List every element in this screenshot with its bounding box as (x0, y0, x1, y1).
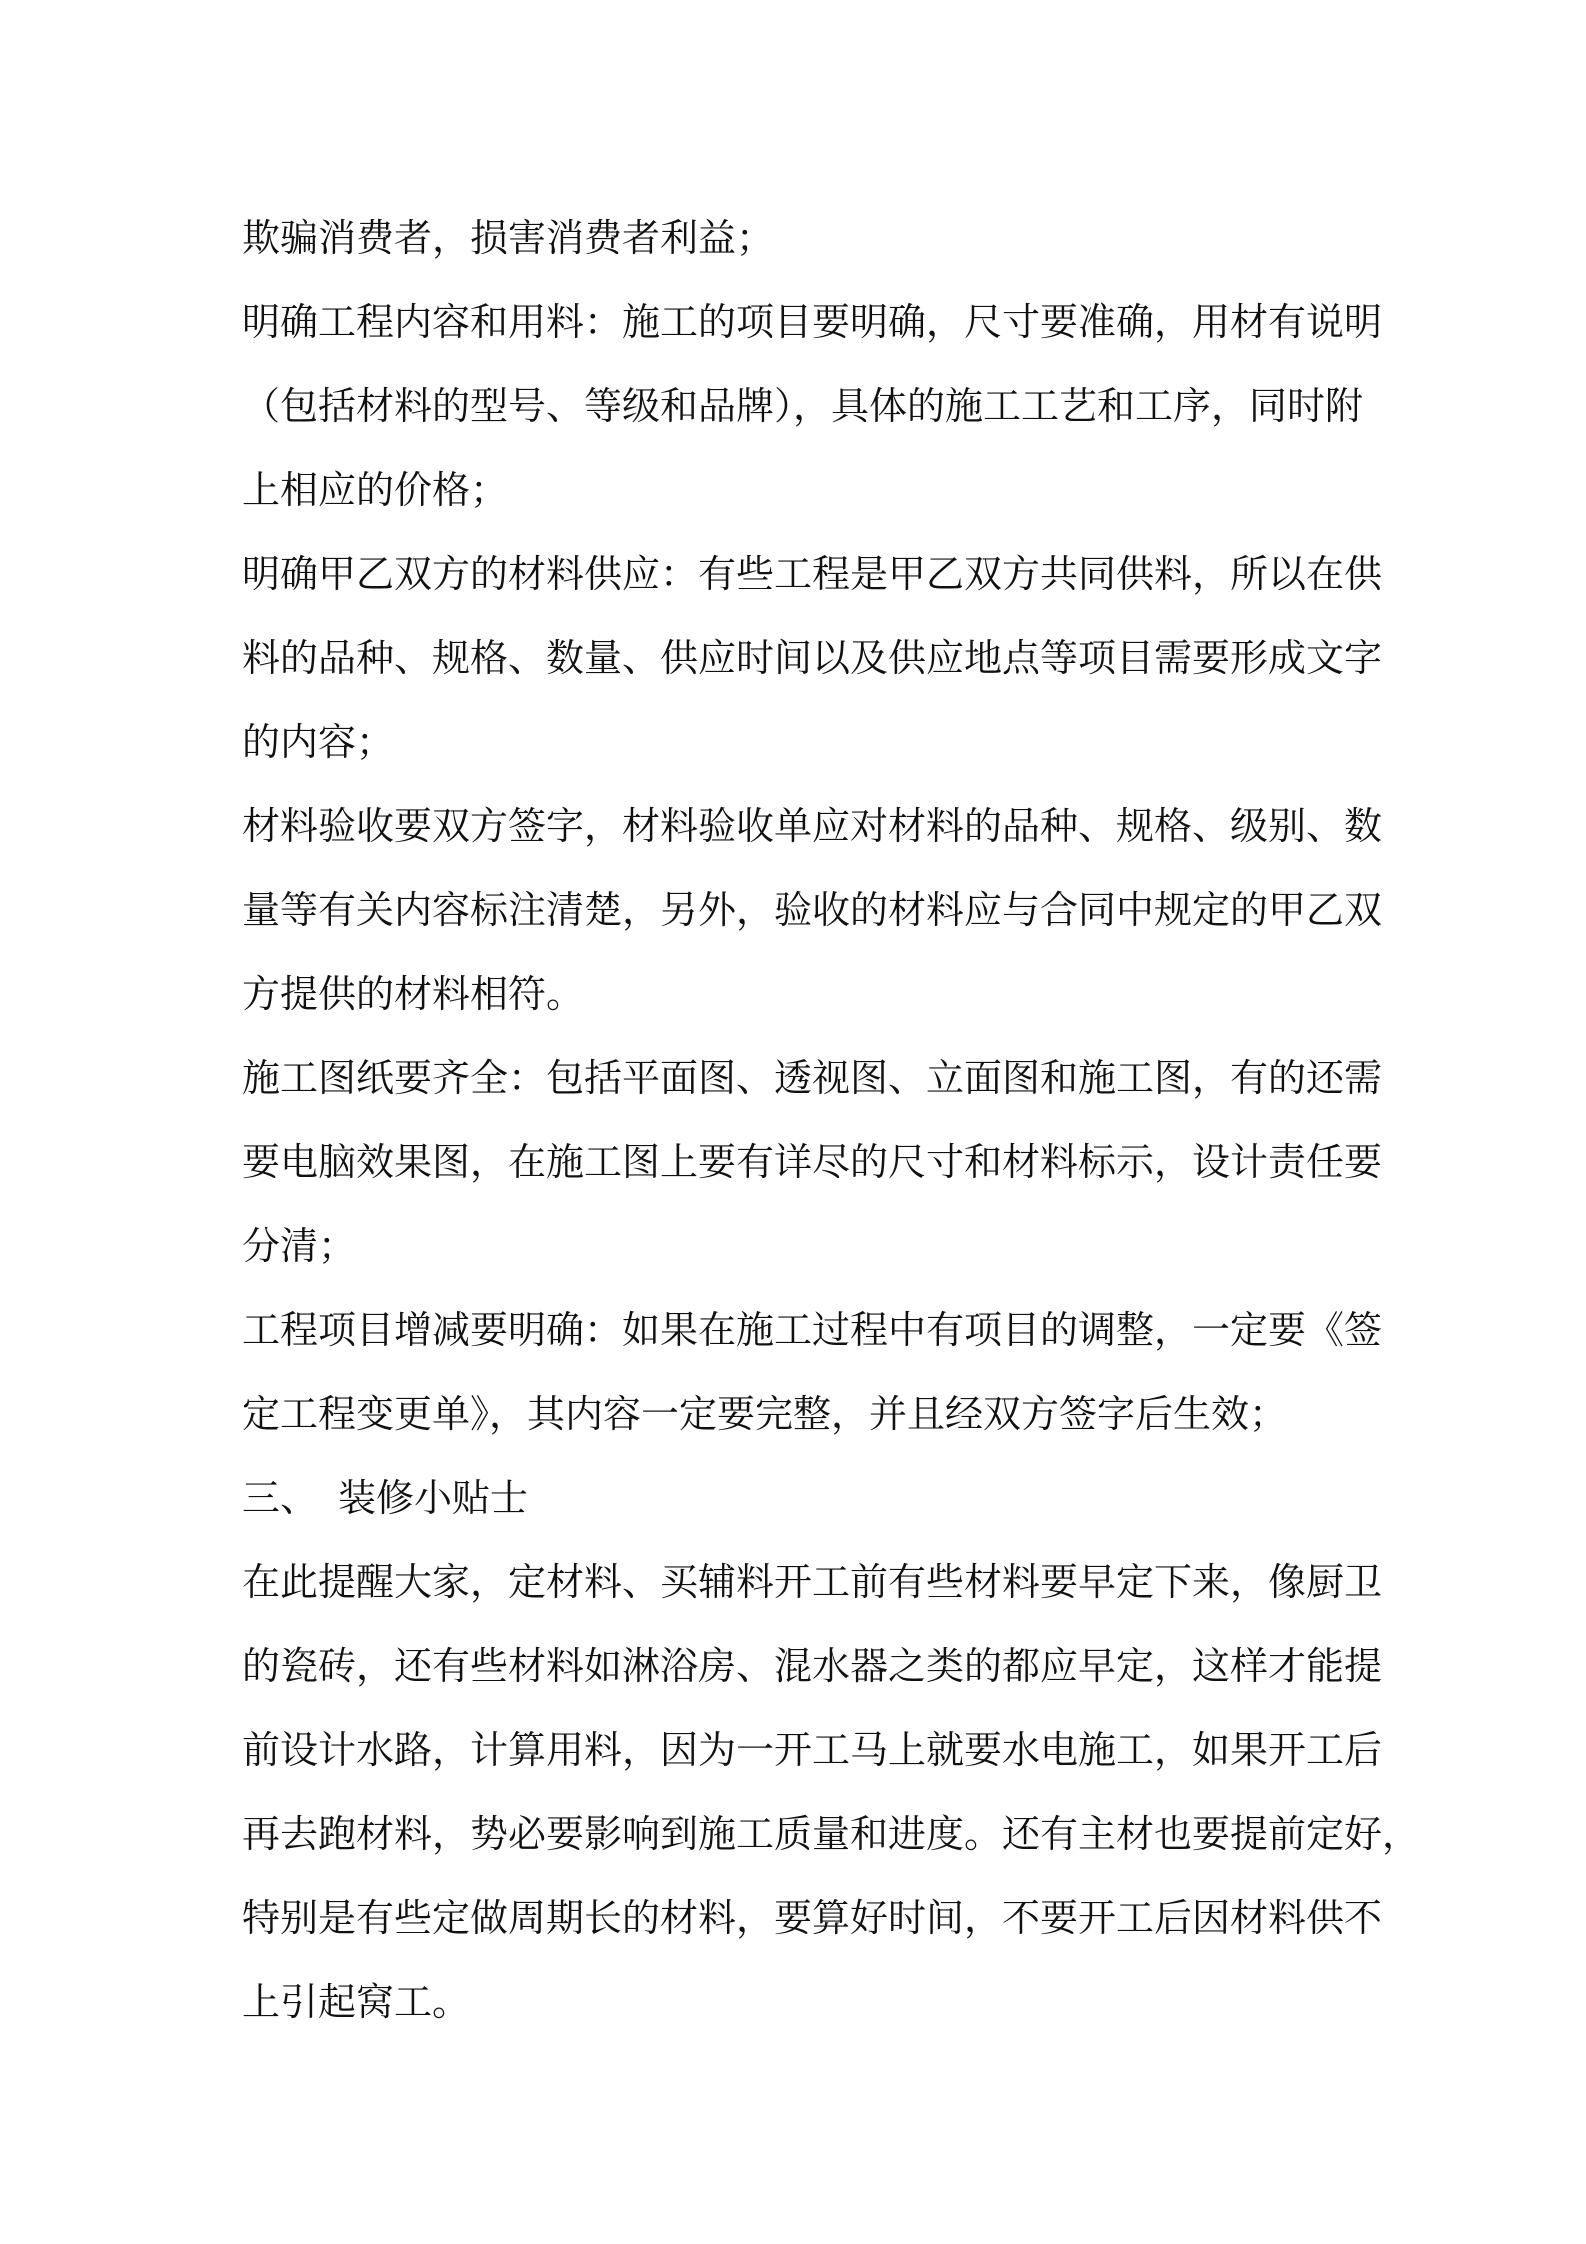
text-line: 材料验收要双方签字，材料验收单应对材料的品种、规格、级别、数 (242, 804, 1383, 848)
section-heading (242, 1456, 1360, 1540)
text-line: 分清； (242, 1224, 357, 1268)
text-line: 再去跑材料，势必要影响到施工质量和进度。还有主材也要提前定好， (242, 1812, 1421, 1856)
text-line: 要电脑效果图，在施工图上要有详尽的尺寸和材料标示，设计责任要 (242, 1140, 1383, 1184)
text-line: 量等有关内容标注清楚，另外，验收的材料应与合同中规定的甲乙双 (242, 888, 1383, 932)
text-line: 明确甲乙双方的材料供应：有些工程是甲乙双方共同供料，所以在供 (242, 552, 1383, 596)
text-line: 明确工程内容和用料：施工的项目要明确，尺寸要准确，用材有说明 (242, 300, 1383, 344)
text-line: （包括材料的型号、等级和品牌），具体的施工工艺和工序，同时附 (242, 384, 1364, 428)
text-line: 前设计水路，计算用料，因为一开工马上就要水电施工，如果开工后 (242, 1728, 1383, 1772)
text-line: 的内容； (242, 720, 395, 764)
section-title: 装修小贴士 (338, 1476, 529, 1520)
text-line: 工程项目增减要明确：如果在施工过程中有项目的调整，一定要《签 (242, 1308, 1383, 1352)
text-line: 定工程变更单》，其内容一定要完整，并且经双方签字后生效； (242, 1392, 1288, 1436)
text-line: 在此提醒大家，定材料、买辅料开工前有些材料要早定下来，像厨卫 (242, 1560, 1383, 1604)
text-line: 上相应的价格； (242, 468, 509, 512)
text-line: 料的品种、规格、数量、供应时间以及供应地点等项目需要形成文字 (242, 636, 1383, 680)
text-line: 上引起窝工。 (242, 1980, 471, 2024)
text-line: 方提供的材料相符。 (242, 972, 585, 1016)
text-line: 施工图纸要齐全：包括平面图、透视图、立面图和施工图，有的还需 (242, 1056, 1383, 1100)
document-page (242, 196, 1421, 2044)
text-line: 特别是有些定做周期长的材料，要算好时间，不要开工后因材料供不 (242, 1896, 1383, 1940)
text-line: 的瓷砖，还有些材料如淋浴房、混水器之类的都应早定，这样才能提 (242, 1644, 1383, 1688)
text-line: 欺骗消费者，损害消费者利益； (242, 216, 775, 260)
section-number: 三、 (242, 1476, 319, 1520)
